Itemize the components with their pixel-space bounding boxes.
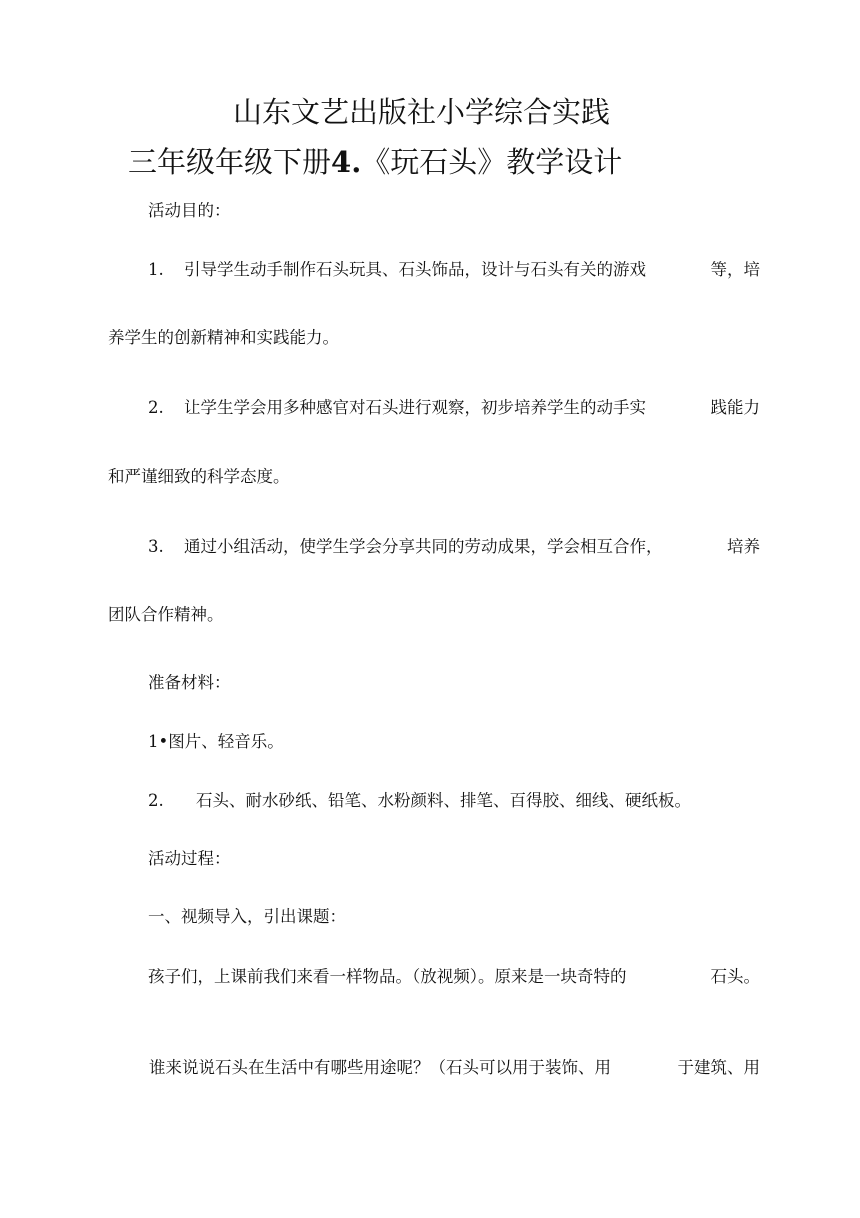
step-1-para-2-text-b: 于建筑、用: [677, 1058, 760, 1077]
document-title-line-1: 山东文艺出版社小学综合实践: [233, 95, 611, 129]
title-number: 4.: [331, 145, 362, 179]
step-1-para-1-text-b: 石头。: [710, 967, 760, 986]
material-2: 石头、耐水砂纸、铅笔、水粉颜料、排笔、百得胶、细线、硬纸板。: [196, 791, 691, 810]
step-1-paragraph-1: [148, 966, 760, 988]
goal-1-number: 1.: [148, 260, 164, 279]
goal-1-line-1: [184, 259, 760, 281]
step-1-para-1-text-a: 孩子们，上课前我们来看一样物品。（放视频）。原来是一块奇特的: [148, 967, 627, 986]
goal-2-line-1: [184, 397, 760, 419]
step-1-heading: 一、视频导入，引出课题：: [148, 907, 346, 926]
goal-3-text-a: 通过小组活动，使学生学会分享共同的劳动成果，学会相互合作，: [184, 537, 663, 556]
goal-heading: 活动目的：: [148, 201, 231, 220]
title-suffix: 《玩石头》教学设计: [361, 145, 623, 179]
goal-3-line-1: [184, 536, 760, 558]
goal-3-line-2: 团队合作精神。: [108, 605, 224, 624]
document-title-line-2: [128, 142, 622, 182]
goal-2-text-a: 让学生学会用多种感官对石头进行观察，初步培养学生的动手实: [184, 398, 646, 417]
title-prefix: 三年级年级下册: [128, 145, 332, 179]
step-1-para-2-text-a: 谁来说说石头在生活中有哪些用途呢？（石头可以用于装饰、用: [149, 1058, 611, 1077]
materials-heading: 准备材料：: [148, 673, 231, 692]
goal-1-text-a: 引导学生动手制作石头玩具、石头饰品，设计与石头有关的游戏: [184, 260, 646, 279]
goal-2-line-2: 和严谨细致的科学态度。: [108, 467, 290, 486]
step-1-paragraph-2: [149, 1057, 760, 1079]
goal-2-number: 2.: [148, 398, 164, 417]
process-heading: 活动过程：: [148, 849, 231, 868]
material-1: 1•图片、轻音乐。: [148, 732, 284, 751]
goal-2-text-b: 践能力: [710, 398, 760, 417]
material-2-number: 2.: [148, 791, 164, 810]
goal-1-text-b: 等，培: [710, 260, 760, 279]
goal-1-line-2: 养学生的创新精神和实践能力。: [108, 328, 339, 347]
goal-3-number: 3.: [148, 537, 164, 556]
goal-3-text-b: 培养: [727, 537, 760, 556]
